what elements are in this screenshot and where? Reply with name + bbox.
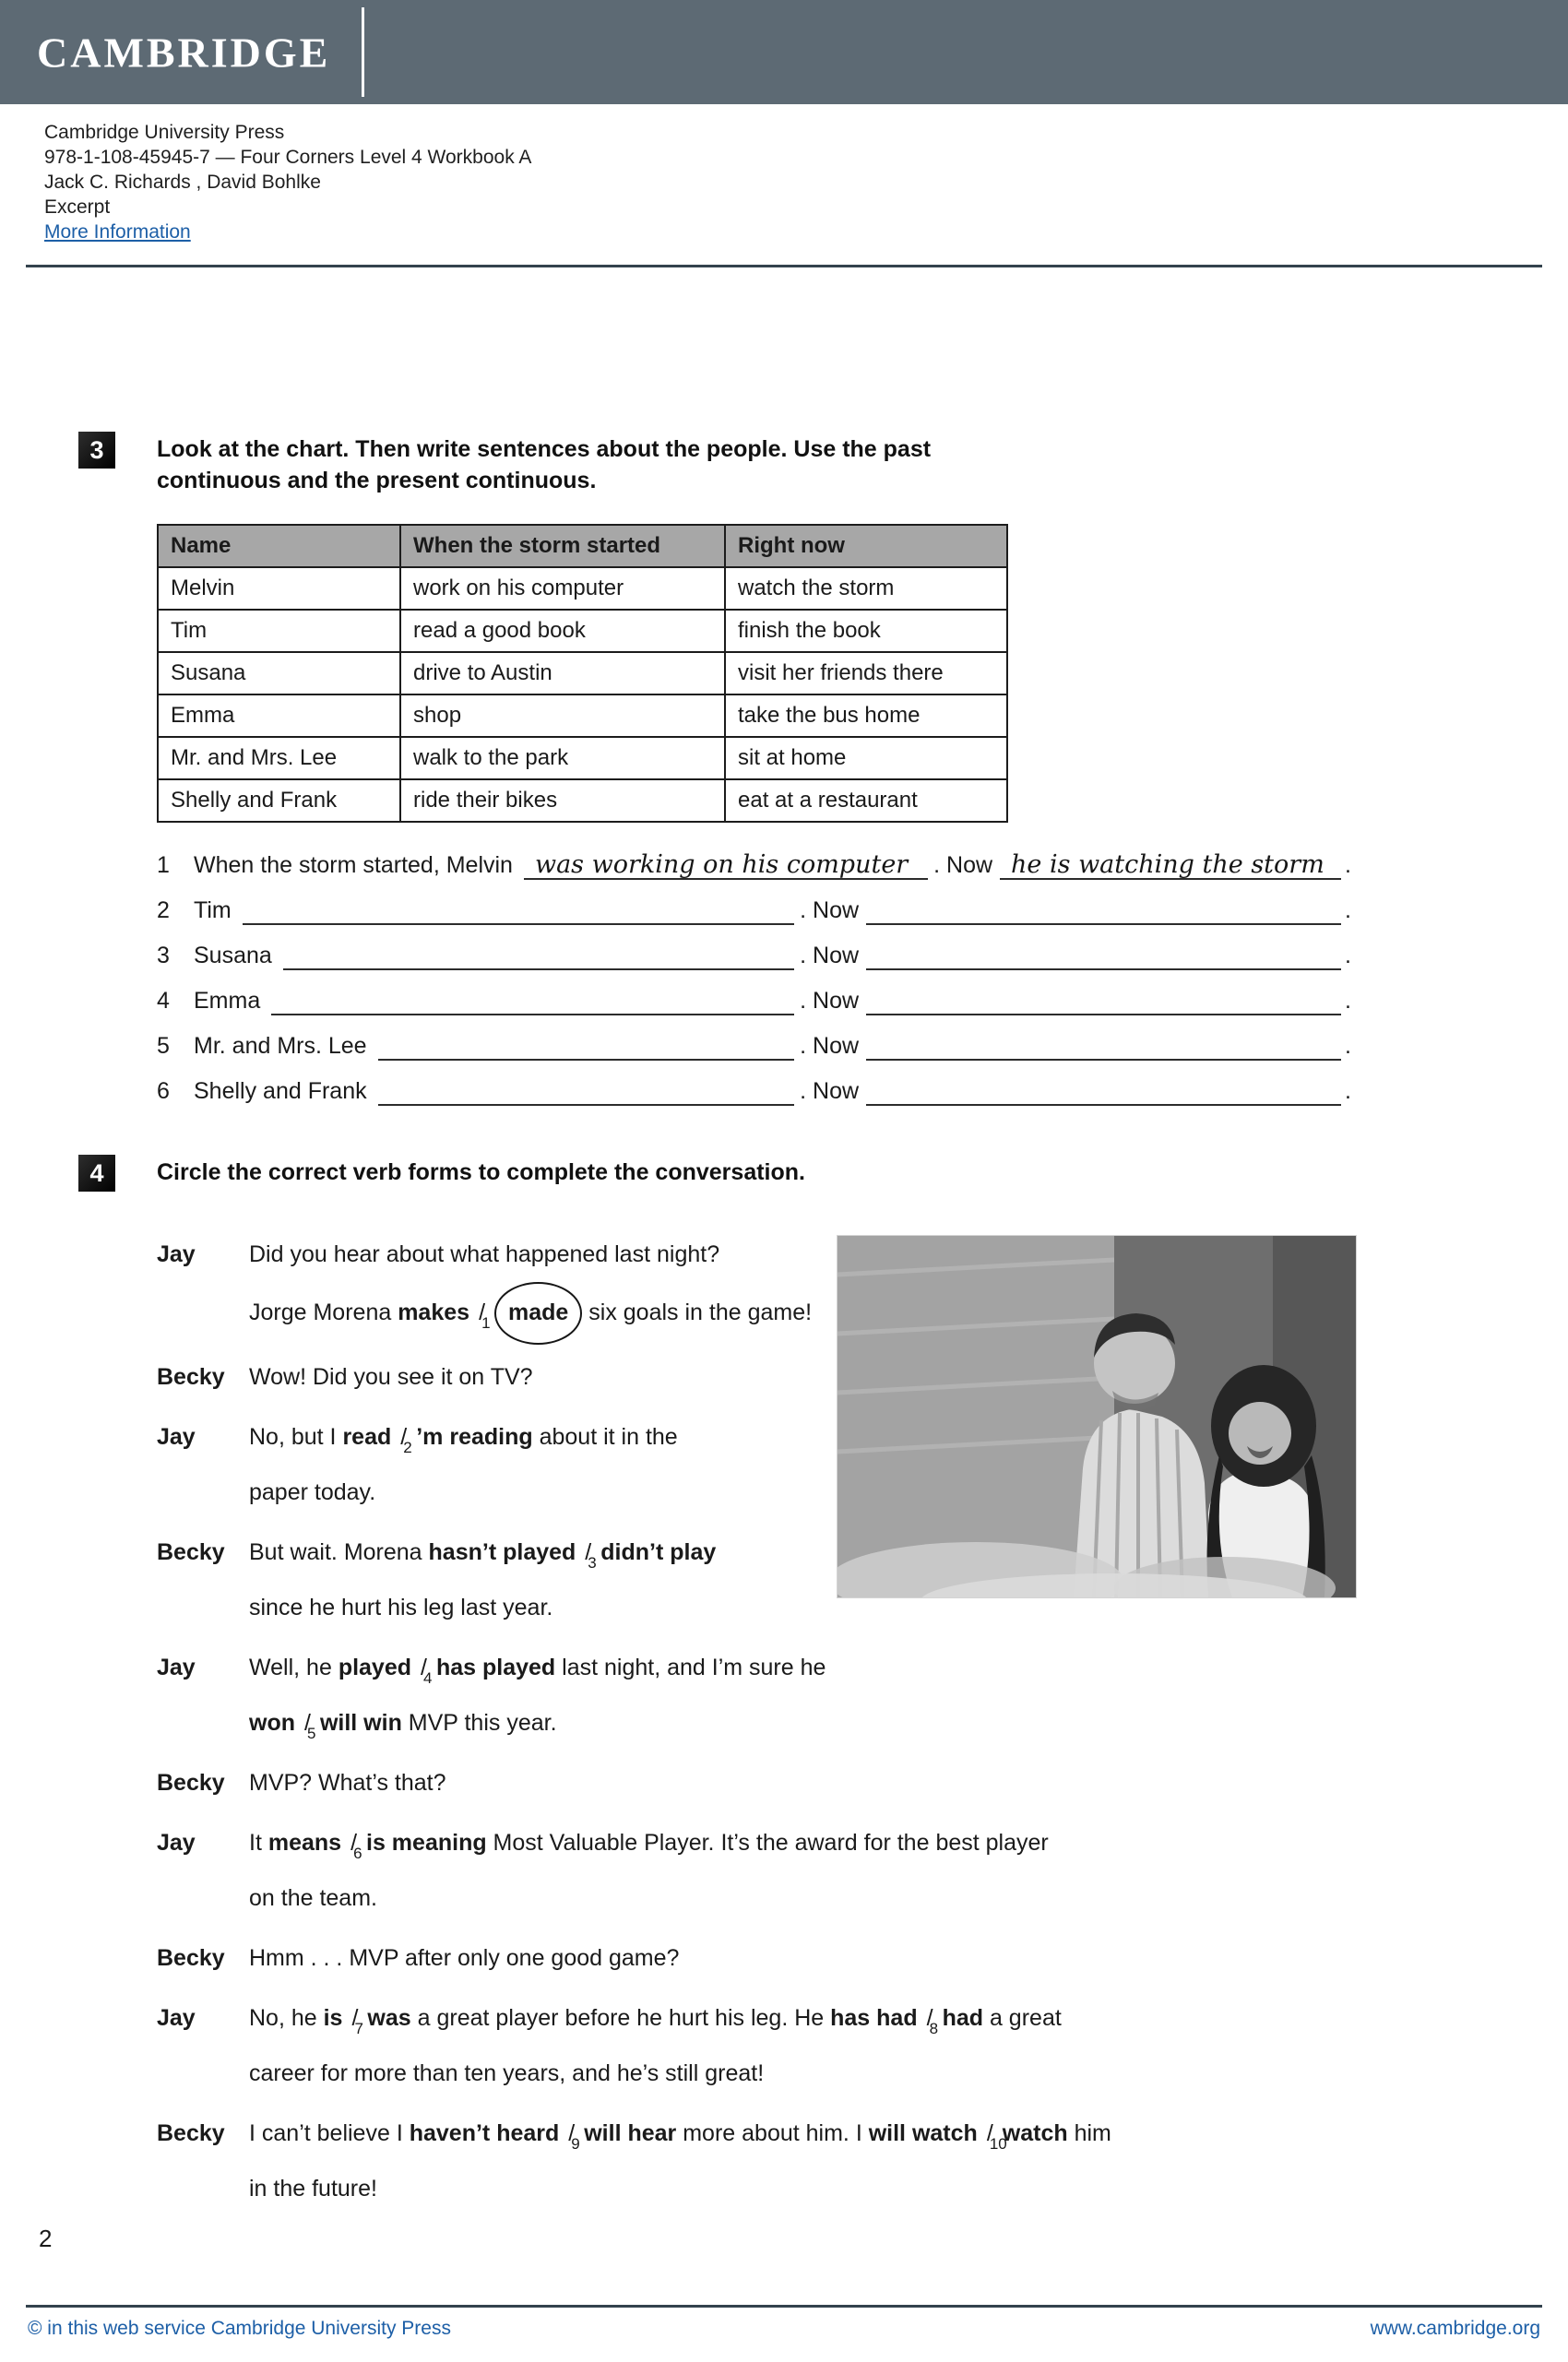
dialogue-speaker: Becky xyxy=(157,1539,225,1565)
table-row xyxy=(158,567,1007,610)
verb-option: read xyxy=(342,1424,392,1450)
dialogue-text: career for more than ten years, and he’s still great! xyxy=(249,2060,765,2086)
sentence-row xyxy=(157,849,1351,880)
option-slash: / 4 xyxy=(421,1655,433,1687)
dialogue-speaker: Jay xyxy=(157,1424,196,1450)
verb-option: played xyxy=(338,1655,412,1680)
table-row xyxy=(158,779,1007,822)
table-cell: drive to Austin xyxy=(400,652,725,694)
option-number: 7 xyxy=(354,2020,363,2037)
dialogue-text: MVP this year. xyxy=(401,1710,557,1736)
dialogue-speaker: Becky xyxy=(157,2120,225,2146)
header-band xyxy=(0,0,1568,104)
answer-blank-past xyxy=(271,984,794,1015)
table-cell: Tim xyxy=(158,610,400,652)
page-number: 2 xyxy=(39,2225,53,2252)
authors-line: Jack C. Richards , David Bohlke xyxy=(44,172,321,193)
dialogue-turn xyxy=(157,1990,1503,2101)
verb-option: watch xyxy=(1002,2120,1068,2146)
table-cell: shop xyxy=(400,694,725,737)
sentence-period: . xyxy=(1345,943,1351,968)
table-cell: Melvin xyxy=(158,567,400,610)
now-label: . Now xyxy=(800,1033,860,1059)
option-slash: / 2 xyxy=(400,1424,412,1456)
dialogue-text: paper today. xyxy=(249,1479,376,1505)
table-cell: sit at home xyxy=(725,737,1007,779)
verb-option: has had xyxy=(830,2005,918,2031)
photo-people-talking xyxy=(837,1236,1356,1597)
verb-option: will win xyxy=(319,1710,402,1736)
cambridge-url-link[interactable]: www.cambridge.org xyxy=(1370,2318,1540,2339)
verb-option: is xyxy=(323,2005,343,2031)
cambridge-logo: CAMBRIDGE xyxy=(37,29,331,76)
dialogue-line xyxy=(249,1990,1365,2101)
dialogue-text: Did you hear about what happened last night? xyxy=(249,1241,720,1267)
dialogue-speaker: Becky xyxy=(157,1364,225,1390)
dialogue-turn xyxy=(157,1930,1503,1986)
option-number: 4 xyxy=(423,1669,433,1687)
handwritten-answer: he is watching the storm xyxy=(1011,850,1324,879)
dialogue-text: Jorge Morena xyxy=(249,1300,398,1325)
verb-option: means xyxy=(267,1830,342,1856)
sentence-name: When the storm started, Melvin xyxy=(194,852,513,878)
dialogue-text: No, but I xyxy=(249,1424,343,1450)
sentence-row xyxy=(157,894,1351,925)
now-label: . Now xyxy=(800,897,860,923)
answer-blank-present xyxy=(866,984,1341,1015)
sentence-number: 6 xyxy=(157,1078,170,1104)
exercise-4-header xyxy=(78,1155,1503,1192)
answer-blank-present xyxy=(1000,849,1341,880)
verb-option: will watch xyxy=(868,2120,978,2146)
now-label: . Now xyxy=(800,1078,860,1104)
sentence-name: Susana xyxy=(194,943,272,968)
footer-rule xyxy=(26,2305,1542,2308)
table-cell: visit her friends there xyxy=(725,652,1007,694)
dialogue-turn xyxy=(157,1815,1503,1926)
storm-table-head xyxy=(158,525,1007,567)
dialogue-turn xyxy=(157,1640,1503,1751)
dialogue-text: him xyxy=(1067,2120,1111,2146)
dialogue-speaker: Jay xyxy=(157,1655,196,1680)
answer-blank-past xyxy=(283,939,794,970)
sentence-name: Shelly and Frank xyxy=(194,1078,367,1104)
sentence-name: Tim xyxy=(194,897,232,923)
exercise-3-body xyxy=(157,524,1503,1106)
column-header-now: Right now xyxy=(725,525,1007,567)
sentence-row xyxy=(157,939,1351,970)
option-number: 5 xyxy=(307,1725,316,1742)
dialogue-text: in the future! xyxy=(249,2176,377,2202)
verb-option: has played xyxy=(435,1655,556,1680)
now-label: . Now xyxy=(800,943,860,968)
footer xyxy=(28,2318,1540,2340)
exercise-3-number-badge: 3 xyxy=(78,432,115,469)
dialogue-line xyxy=(249,1815,1365,1926)
option-number: 2 xyxy=(403,1439,412,1456)
answer-blank-present xyxy=(866,1074,1341,1106)
sentence-number: 5 xyxy=(157,1033,170,1059)
table-cell: read a good book xyxy=(400,610,725,652)
dialogue-text: Well, he xyxy=(249,1655,339,1680)
dialogue-text: It xyxy=(249,1830,268,1856)
now-label: . Now xyxy=(800,988,860,1014)
isbn-title-line: 978-1-108-45945-7 — Four Corners Level 4 Workbook A xyxy=(44,147,532,168)
exercise-3-instruction: Look at the chart. Then write sentences about the people. Use the past continuous and the present continuous. xyxy=(157,436,932,493)
storm-table-body xyxy=(158,567,1007,822)
sentence-list xyxy=(157,849,1503,1106)
sentence-period: . xyxy=(1345,988,1351,1014)
dialogue-text: about it in the xyxy=(532,1424,678,1450)
dialogue-line xyxy=(249,1755,1365,1810)
dialogue-speaker: Jay xyxy=(157,1830,196,1856)
option-slash: / 7 xyxy=(351,2005,363,2037)
sentence-row xyxy=(157,984,1351,1015)
table-cell: Shelly and Frank xyxy=(158,779,400,822)
table-cell: watch the storm xyxy=(725,567,1007,610)
answer-blank-past xyxy=(378,1029,795,1061)
verb-option: is meaning xyxy=(366,1830,487,1856)
publication-meta xyxy=(44,120,531,244)
table-cell: Emma xyxy=(158,694,400,737)
option-slash: / 5 xyxy=(304,1710,316,1742)
dialogue-line xyxy=(249,1930,1365,1986)
verb-option: haven’t heard xyxy=(409,2120,560,2146)
verb-option: makes xyxy=(398,1300,470,1325)
option-slash: / 3 xyxy=(585,1539,597,1572)
verb-option: didn’t play xyxy=(600,1539,717,1565)
dialogue-text: a great xyxy=(983,2005,1062,2031)
option-slash: / 8 xyxy=(926,2005,939,2037)
dialogue-text: Wow! Did you see it on TV? xyxy=(249,1364,533,1390)
verb-option: hasn’t played xyxy=(428,1539,576,1565)
sentence-period: . xyxy=(1345,897,1351,923)
answer-blank-present xyxy=(866,1029,1341,1061)
dialogue-text: No, he xyxy=(249,2005,324,2031)
now-label: . Now xyxy=(933,852,993,878)
answer-blank-present xyxy=(866,939,1341,970)
table-cell: walk to the park xyxy=(400,737,725,779)
exercise-3-header xyxy=(78,432,1503,496)
option-slash: / 10 xyxy=(986,2120,1007,2153)
sentence-number: 3 xyxy=(157,943,170,968)
dialogue-text: last night, and I’m sure he xyxy=(555,1655,826,1680)
sentence-period: . xyxy=(1345,1078,1351,1104)
option-number: 1 xyxy=(481,1314,491,1332)
storm-activity-table xyxy=(157,524,1008,823)
dialogue-speaker: Jay xyxy=(157,2005,196,2031)
sentence-number: 2 xyxy=(157,897,170,923)
dialogue-text: MVP? What’s that? xyxy=(249,1770,446,1796)
dialogue-text: more about him. I xyxy=(676,2120,869,2146)
column-header-storm: When the storm started xyxy=(400,525,725,567)
copyright-link[interactable]: © in this web service Cambridge University Press xyxy=(28,2318,451,2339)
handwritten-answer: was working on his computer xyxy=(534,850,909,879)
table-cell: take the bus home xyxy=(725,694,1007,737)
table-cell: Susana xyxy=(158,652,400,694)
sentence-number: 1 xyxy=(157,852,170,878)
option-number: 8 xyxy=(929,2020,939,2037)
photo-illustration xyxy=(837,1236,1356,1597)
dialogue-turn xyxy=(157,2106,1503,2216)
option-number: 9 xyxy=(571,2135,580,2153)
dialogue-speaker: Becky xyxy=(157,1945,225,1971)
circled-answer: made xyxy=(494,1282,582,1345)
sentence-period: . xyxy=(1345,1033,1351,1059)
exercise-3 xyxy=(78,432,1503,1120)
table-cell: work on his computer xyxy=(400,567,725,610)
verb-option: won xyxy=(249,1710,295,1736)
option-slash: / 9 xyxy=(568,2120,580,2153)
table-row xyxy=(158,610,1007,652)
sentence-period: . xyxy=(1345,852,1351,878)
more-information-link[interactable]: More Information xyxy=(44,221,191,243)
dialogue-turn xyxy=(157,1755,1503,1810)
table-cell: finish the book xyxy=(725,610,1007,652)
table-row xyxy=(158,652,1007,694)
verb-option: was xyxy=(367,2005,411,2031)
sentence-row xyxy=(157,1029,1351,1061)
dialogue-text: since he hurt his leg last year. xyxy=(249,1595,553,1620)
answer-blank-past xyxy=(524,849,928,880)
dialogue-text: a great player before he hurt his leg. He xyxy=(410,2005,831,2031)
sentence-name: Mr. and Mrs. Lee xyxy=(194,1033,367,1059)
sentence-number: 4 xyxy=(157,988,170,1014)
option-slash: / 6 xyxy=(350,1830,362,1862)
option-number: 6 xyxy=(353,1845,362,1862)
publisher-name: Cambridge University Press xyxy=(44,122,285,143)
answer-blank-present xyxy=(866,894,1341,925)
verb-option: ’m reading xyxy=(416,1424,533,1450)
dialogue-text: I can’t believe I xyxy=(249,2120,410,2146)
column-header-name: Name xyxy=(158,525,400,567)
dialogue-speaker: Becky xyxy=(157,1770,225,1796)
table-cell: eat at a restaurant xyxy=(725,779,1007,822)
option-number: 3 xyxy=(588,1554,597,1572)
option-number: 10 xyxy=(989,2135,1007,2153)
exercise-4-number-badge: 4 xyxy=(78,1155,115,1192)
answer-blank-past xyxy=(243,894,794,925)
header-divider xyxy=(362,7,364,97)
dialogue-line xyxy=(249,2106,1365,2216)
table-cell: ride their bikes xyxy=(400,779,725,822)
excerpt-label: Excerpt xyxy=(44,196,111,218)
table-cell: Mr. and Mrs. Lee xyxy=(158,737,400,779)
dialogue-text: on the team. xyxy=(249,1885,377,1911)
dialogue-text: Most Valuable Player. It’s the award for the best player xyxy=(486,1830,1049,1856)
table-header-row xyxy=(158,525,1007,567)
sentence-row xyxy=(157,1074,1351,1106)
dialogue-text: But wait. Morena xyxy=(249,1539,429,1565)
dialogue-text: Hmm . . . MVP after only one good game? xyxy=(249,1945,680,1971)
table-row xyxy=(158,694,1007,737)
dialogue-speaker: Jay xyxy=(157,1241,196,1267)
verb-option: had xyxy=(942,2005,984,2031)
sentence-name: Emma xyxy=(194,988,261,1014)
exercise-4-instruction: Circle the correct verb forms to complete the conversation. xyxy=(157,1159,805,1185)
table-row xyxy=(158,737,1007,779)
dialogue-line xyxy=(249,1640,1365,1751)
verb-option: will hear xyxy=(584,2120,677,2146)
dialogue-text: six goals in the game! xyxy=(582,1300,813,1325)
header-rule xyxy=(26,265,1542,267)
answer-blank-past xyxy=(378,1074,795,1106)
option-slash: / 1 xyxy=(479,1300,491,1332)
